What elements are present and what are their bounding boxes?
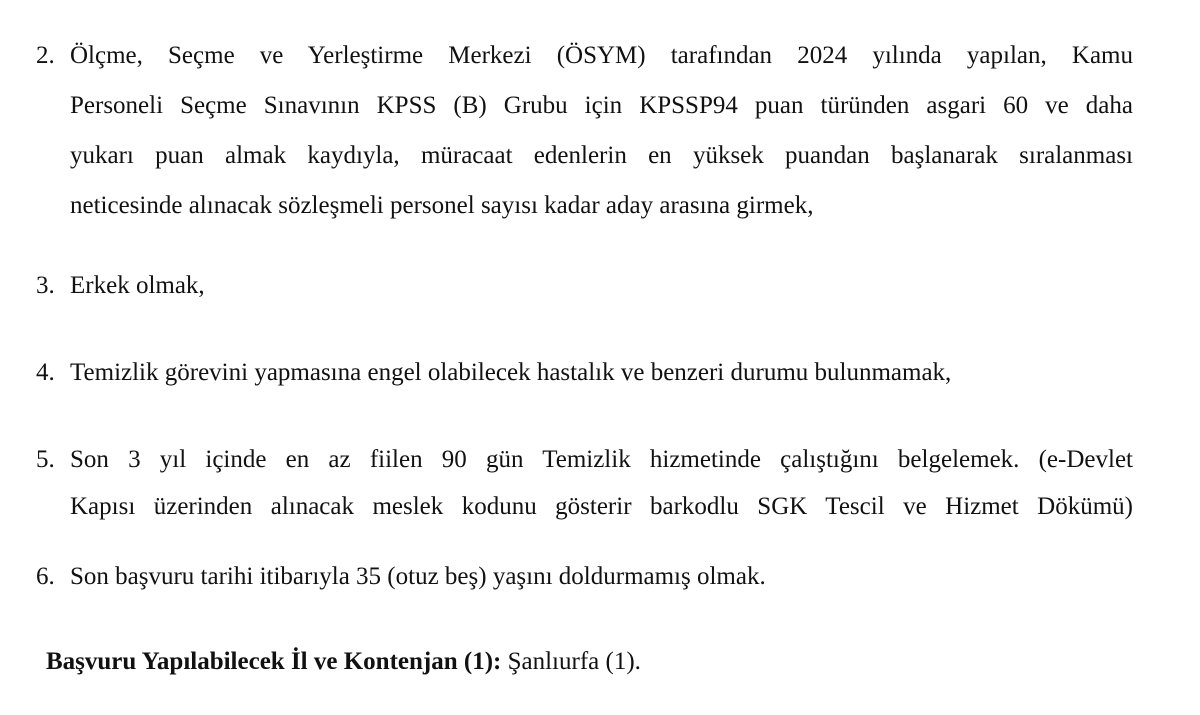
application-province-quota	[46, 648, 641, 676]
list-number: 2.	[36, 42, 55, 69]
list-number: 4.	[36, 359, 55, 386]
list-number: 5.	[36, 446, 55, 473]
list-text-line: Son başvuru tarihi itibarıyla 35 (otuz beş) yaşını doldurmamış olmak.	[70, 563, 766, 590]
quota-value: Şanlıurfa (1).	[501, 648, 641, 675]
list-number: 6.	[36, 563, 55, 590]
list-text-line: Kapısı üzerinden alınacak meslek kodunu gösterir barkodlu SGK Tescil ve Hizmet Dökümü)	[70, 493, 1133, 520]
list-text-line: Personeli Seçme Sınavının KPSS (B) Grubu için KPSSP94 puan türünden asgari 60 ve daha	[70, 92, 1133, 119]
quota-label: Başvuru Yapılabilecek İl ve Kontenjan (1):	[46, 648, 502, 675]
list-text-line: Son 3 yıl içinde en az fiilen 90 gün Temizlik hizmetinde çalıştığını belgelemek. (e-Devlet	[70, 446, 1133, 473]
list-text-line: yukarı puan almak kaydıyla, müracaat edenlerin en yüksek puandan başlanarak sıralanması	[70, 142, 1133, 169]
list-text-line: Ölçme, Seçme ve Yerleştirme Merkezi (ÖSYM) tarafından 2024 yılında yapılan, Kamu	[70, 42, 1133, 69]
list-text-line: Temizlik görevini yapmasına engel olabilecek hastalık ve benzeri durumu bulunmamak,	[70, 359, 952, 386]
list-text-line: neticesinde alınacak sözleşmeli personel sayısı kadar aday arasına girmek,	[70, 192, 814, 219]
list-number: 3.	[36, 272, 55, 299]
list-text-line: Erkek olmak,	[70, 272, 205, 299]
